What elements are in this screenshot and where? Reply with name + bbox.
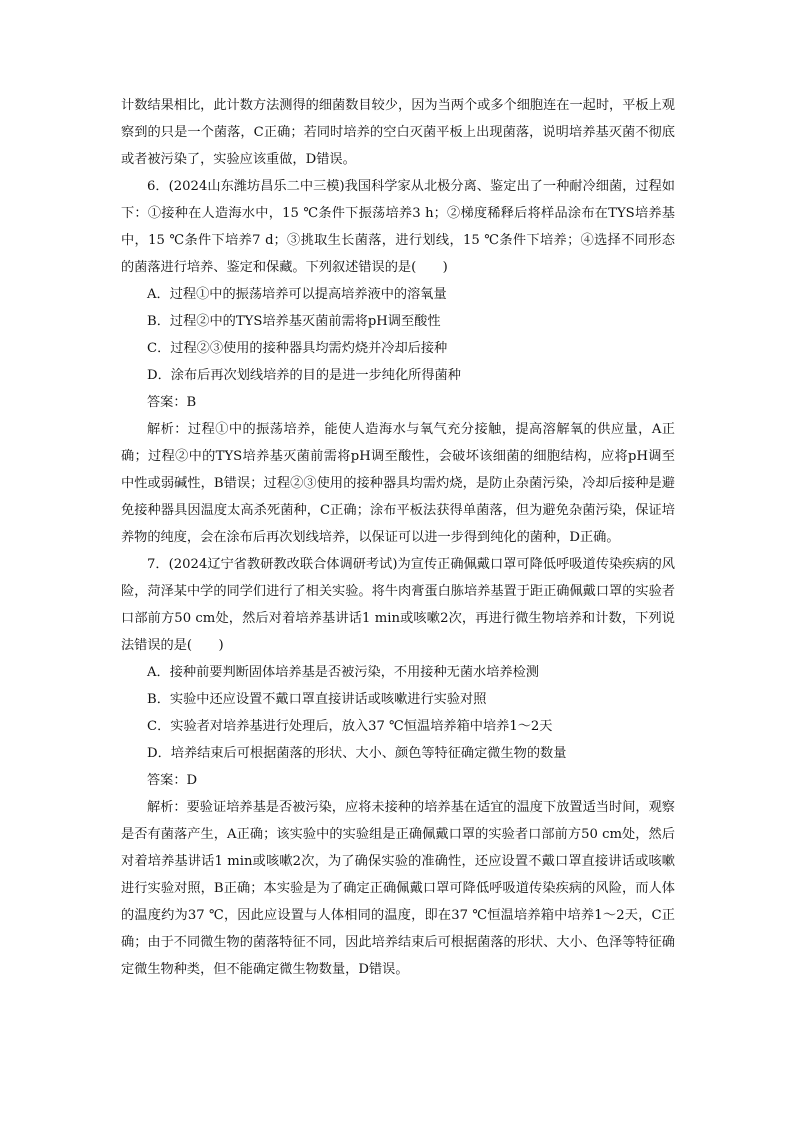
question-7-option-b: B．实验中还应设置不戴口罩直接讲话或咳嗽进行实验对照: [147, 692, 487, 707]
question-7-option-d: D．培养结束后可根据菌落的形状、大小、颜色等特征确定微生物的数量: [147, 746, 567, 761]
question-7: [121, 551, 675, 983]
question-6-stem: 6．(2024山东潍坊昌乐二中三模)我国科学家从北极分离、鉴定出了一种耐冷细菌，过程如下：①接种在人造海水中，15 ℃条件下振荡培养3 h；②梯度稀释后将样品涂布在TYS培养基中，15 ℃条件下培养7 d；③挑取生长菌落，进行划线，15 ℃条件下培养；④选择不同形态的菌落进行培养、鉴定和保藏。下列叙述错误的是( ): [121, 179, 675, 275]
question-7-option-a: A．接种前要判断固体培养基是否被污染，不用接种无菌水培养检测: [147, 665, 539, 680]
question-6-answer: 答案：B: [147, 395, 197, 410]
question-6-option-a: A．过程①中的振荡培养可以提高培养液中的溶氧量: [147, 287, 447, 302]
question-7-answer: 答案：D: [147, 773, 198, 788]
question-6-option-c: C．过程②③使用的接种器具均需灼烧并冷却后接种: [147, 341, 448, 356]
question-7-analysis: 解析：要验证培养基是否被污染，应将未接种的培养基在适宜的温度下放置适当时间，观察是否有菌落产生，A正确；该实验中的实验组是正确佩戴口罩的实验者口部前方50 cm处，然后对着培养基讲话1 min或咳嗽2次，为了确保实验的准确性，还应设置不戴口罩直接讲话或咳嗽进行实验对照，B正确；本实验是为了确定正确佩戴口罩可降低呼吸道传染疾病的风险，而人体的温度约为37 ℃，因此应设置与人体相同的温度，即在37 ℃恒温培养箱中培养1～2天，C正确；由于不同微生物的菌落特征不同，因此培养结束后可根据菌落的形状、大小、色泽等特征确定微生物种类，但不能确定微生物数量，D错误。: [121, 800, 675, 977]
question-6: [121, 173, 675, 551]
question-6-analysis: 解析：过程①中的振荡培养，能使人造海水与氧气充分接触，提高溶解氧的供应量，A正确；过程②中的TYS培养基灭菌前需将pH调至酸性，会破坏该细菌的细胞结构，应将pH调至中性或弱碱性，B错误；过程②③使用的接种器具均需灼烧，是防止杂菌污染，冷却后接种是避免接种器具因温度太高杀死菌种，C正确；涂布平板法获得单菌落，但为避免杂菌污染，保证培养物的纯度，会在涂布后再次划线培养，以保证可以进一步得到纯化的菌种，D正确。: [121, 422, 675, 545]
question-6-option-b: B．过程②中的TYS培养基灭菌前需将pH调至酸性: [147, 314, 441, 329]
previous-analysis-continuation: 计数结果相比，此计数方法测得的细菌数目较少，因为当两个或多个细胞连在一起时，平板上观察到的只是一个菌落，C正确；若同时培养的空白灭菌平板上出现菌落，说明培养基灭菌不彻底或者被污染了，实验应该重做，D错误。: [121, 98, 675, 167]
question-7-stem: 7．(2024辽宁省教研教改联合体调研考试)为宣传正确佩戴口罩可降低呼吸道传染疾病的风险，菏泽某中学的同学们进行了相关实验。将牛肉膏蛋白胨培养基置于距正确佩戴口罩的实验者口部前方50 cm处，然后对着培养基讲话1 min或咳嗽2次，再进行微生物培养和计数，下列说法错误的是( ): [121, 557, 675, 653]
question-6-option-d: D．涂布后再次划线培养的目的是进一步纯化所得菌种: [147, 368, 461, 383]
question-7-option-c: C．实验者对培养基进行处理后，放入37 ℃恒温培养箱中培养1～2天: [147, 719, 553, 734]
document-page: [121, 92, 675, 983]
